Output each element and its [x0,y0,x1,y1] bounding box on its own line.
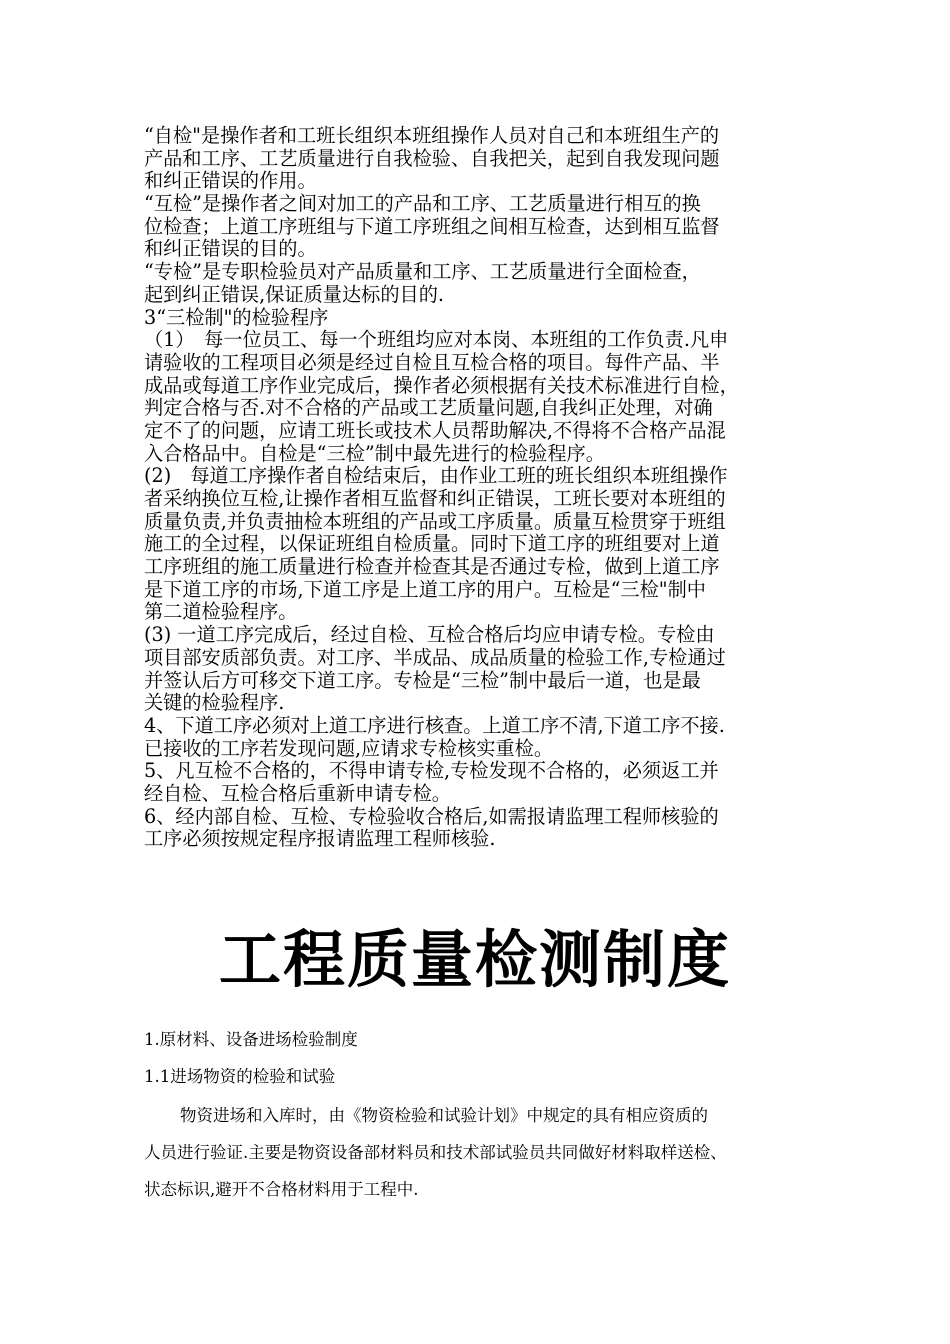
inspection-procedure-text [144,125,814,851]
text-line: 物资进场和入库时，由《物资检验和试验计划》中规定的具有相应资质的 [180,1106,708,1125]
text-line: 定不了的问题，应请工班长或技术人员帮助解决,不得将不合格产品混 [144,418,726,442]
text-line: 4、下道工序必须对上道工序进行核查。上道工序不清,下道工序不接. [144,713,725,737]
section-heading-1-1: 1.1进场物资的检验和试验 [144,1067,336,1086]
page-title: 工程质量检测制度 [218,923,731,996]
text-line: 经自检、互检合格后重新申请专检。 [144,781,451,805]
text-line: 第二道检验程序。 [144,600,298,624]
text-line: 施工的全过程，以保证班组自检质量。同时下道工序的班组要对上道 [144,532,720,556]
text-line: 质量负责,并负责抽检本班组的产品或工序质量。质量互检贯穿于班组 [144,509,726,533]
text-line: 5、凡互检不合格的，不得申请专检,专检发现不合格的，必须返工并 [144,759,719,783]
text-line: 和纠正错误的作用。 [144,169,317,193]
text-line: 是下道工序的市场,下道工序是上道工序的用户。互检是“三检"制中 [144,577,706,601]
text-line: 状态标识,避开不合格材料用于工程中. [144,1180,419,1199]
text-line: 请验收的工程项目必须是经过自检且互检合格的项目。每件产品、半 [144,350,720,374]
text-line: 项目部安质部负责。对工序、半成品、成品质量的检验工作,专检通过 [144,645,726,669]
section-heading: 3“三检制"的检验程序 [144,305,329,329]
text-line: 入合格品中。自检是“三检”制中最先进行的检验程序。 [144,441,605,465]
material-inspection-paragraph [144,1097,844,1208]
text-line: 关键的检验程序. [144,691,285,715]
text-line: 和纠正错误的目的。 [144,237,317,261]
text-line: “专检”是专职检验员对产品质量和工序、工艺质量进行全面检查， [144,260,701,284]
text-line: 者采纳换位互检,让操作者相互监督和纠正错误，工班长要对本班组的 [144,487,726,510]
section-heading-1: 1.原材料、设备进场检验制度 [144,1030,358,1049]
text-line: (3) 一道工序完成后，经过自检、互检合格后均应申请专检。专检由 [144,623,715,647]
text-line: 已接收的工序若发现问题,应请求专检核实重检。 [144,736,554,760]
text-line: 工序必须按规定程序报请监理工程师核验. [144,827,496,851]
text-line: 并签认后方可移交下道工序。专检是“三检”制中最后一道，也是最 [144,668,701,692]
text-line: 起到纠正错误,保证质量达标的目的. [144,282,445,306]
text-line: 成品或每道工序作业完成后，操作者必须根据有关技术标准进行自检， [144,373,739,397]
text-line: (2) 每道工序操作者自检结束后，由作业工班的班长组织本班组操作 [144,464,728,488]
text-line: 判定合格与否.对不合格的产品或工艺质量问题,自我纠正处理，对确 [144,396,713,420]
text-line: 位检查；上道工序班组与下道工序班组之间相互检查，达到相互监督 [144,214,720,238]
text-line: 产品和工序、工艺质量进行自我检验、自我把关，起到自我发现问题 [144,146,720,170]
text-line: （1） 每一位员工、每一个班组均应对本岗、本班组的工作负责.凡申 [144,328,729,352]
text-line: 工序班组的施工质量进行检查并检查其是否通过专检，做到上道工序 [144,555,720,579]
text-line: 6、经内部自检、互检、专检验收合格后,如需报请监理工程师核验的 [144,804,719,828]
text-line: “自检"是操作者和工班长组织本班组操作人员对自己和本班组生产的 [144,124,720,147]
text-line: “互检”是操作者之间对加工的产品和工序、工艺质量进行相互的换 [144,192,701,216]
text-line: 人员进行验证.主要是物资设备部材料员和技术部试验员共同做好材料取样送检、 [144,1143,727,1162]
